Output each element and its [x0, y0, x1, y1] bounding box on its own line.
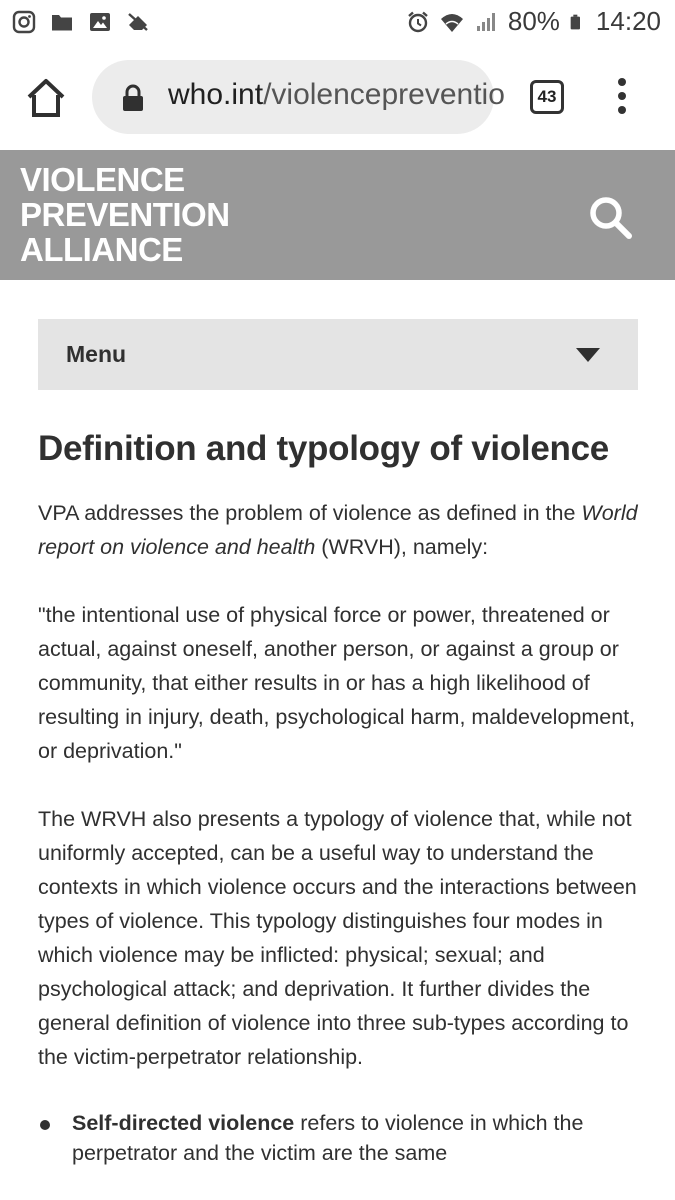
page-title: Definition and typology of violence: [38, 429, 609, 468]
wifi-icon: [440, 10, 464, 34]
report-title: World report on violence and health: [38, 501, 638, 559]
violence-types-list: [38, 1108, 643, 1168]
status-bar: [0, 0, 675, 46]
list-item: [38, 1108, 643, 1168]
image-icon: [88, 10, 112, 34]
site-logo[interactable]: [20, 162, 230, 267]
typology-paragraph: The WRVH also presents a typology of violence that, while not uniformly accepted, can be a useful way to understand the contexts in which violence occurs and the interactions between types of violence. This typology distinguishes four modes in which violence may be inflicted: physical; sexual; and psychological attack; and deprivation. It further divides the general definition of violence into three sub-types according to the victim-perpetrator relationship.: [38, 807, 637, 1069]
url-text[interactable]: [168, 78, 505, 112]
url-path: /violencepreventio: [263, 78, 505, 111]
logo-line: ALLIANCE: [20, 231, 183, 268]
url-host: who.int: [168, 78, 264, 111]
list-item-text: refers to violence in which the perpetrator and the victim are the same: [72, 1111, 584, 1165]
intro-text-end: (WRVH), namely:: [315, 535, 489, 559]
signal-icon: [474, 10, 498, 34]
status-right: [406, 6, 661, 37]
chevron-down-icon: [576, 348, 600, 362]
list-item-term: Self-directed violence: [72, 1111, 295, 1135]
battery-icon: [570, 10, 586, 34]
menu-label: Menu: [66, 341, 127, 367]
status-left-icons: [12, 10, 150, 34]
menu-dropdown[interactable]: [38, 319, 638, 390]
alarm-icon: [406, 10, 430, 34]
no-disturb-icon: [126, 10, 150, 34]
url-bar[interactable]: [92, 60, 505, 134]
browser-toolbar: [0, 46, 675, 150]
lock-icon: [122, 84, 144, 112]
intro-text: VPA addresses the problem of violence as defined in the: [38, 501, 582, 525]
article-content: [38, 424, 643, 1168]
instagram-icon: [12, 10, 36, 34]
home-icon[interactable]: [24, 76, 68, 120]
overflow-menu-icon[interactable]: [606, 78, 638, 118]
site-header: [0, 150, 675, 280]
definition-quote: "the intentional use of physical force or power, threatened or actual, against oneself, another person, or against a group or community, that either results in or has a high likelihood of resulting in injury, death, psychological harm, maldevelopment, or deprivation.": [38, 603, 636, 763]
search-icon[interactable]: [586, 193, 634, 241]
bullet-icon: [40, 1120, 50, 1130]
logo-line: VIOLENCE: [20, 161, 185, 198]
folder-icon: [50, 10, 74, 34]
intro-paragraph: [38, 496, 643, 564]
battery-percent: 80%: [507, 6, 560, 36]
logo-line: PREVENTION: [20, 196, 230, 233]
tab-switcher-button[interactable]: 43: [530, 80, 564, 114]
clock-time: 14:20: [595, 6, 661, 36]
